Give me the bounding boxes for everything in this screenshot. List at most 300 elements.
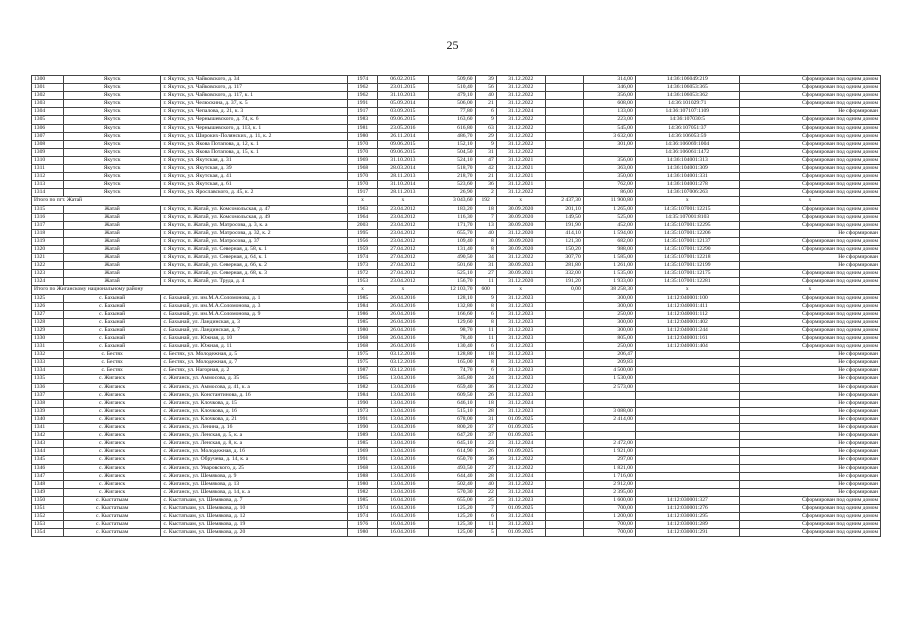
cell-deadline: 31.12.2020 [496,229,545,237]
cell-land-status: Не сформирован [739,254,880,262]
cell-residents: 21 [475,173,496,181]
cell-land-area: 209,83 [583,359,635,367]
cell-land-status: Не сформирован [739,351,880,359]
cell-residents: 8 [475,318,496,326]
cell-land-status: Сформирован под одним домом [739,326,880,334]
cell-land-status: Сформирован под одним домом [739,496,880,504]
cell-year-built: 1991 [348,415,378,423]
cell-address: с. Жиганск, ул. Обручева, д. 14, к. а [161,456,348,464]
cell-inclusion-date: 05.09.2014 [377,100,428,108]
cell-cadastral-number: 14:36:106053:59 [635,132,739,140]
cell-cadastral-number [635,424,739,432]
table-row [32,351,881,359]
subtotal-cadastral-number: x [635,197,739,205]
cell-settlement: с. Бахынай [63,310,161,318]
cell-year-built: 1970 [348,148,378,156]
subtotal-area: 12 103,70 [428,286,475,294]
cell-cadastral-number: 14:36:107051:37 [635,124,739,132]
cell-address: г. Якутск, п. Жатай, ул. Северная, д. 64, к. 1 [161,254,348,262]
cell-cadastral-number [635,480,739,488]
cell-inclusion-date: 16.04.2016 [377,496,428,504]
cell-area-2 [545,173,583,181]
cell-settlement: с. Бахынай [63,302,161,310]
cell-land-area: 206,47 [583,351,635,359]
cell-area: 125,30 [428,521,475,529]
cell-address: г. Якутск, ул. Чайковского, д. 117, к. 1 [161,92,348,100]
cell-inclusion-date: 26.11.2014 [377,132,428,140]
cell-settlement: с. Жиганск [63,399,161,407]
table-row [32,140,881,148]
cell-residents: 7 [475,504,496,512]
cell-row-number: 1317 [32,221,64,229]
cell-land-status: Сформирован под одним домом [739,513,880,521]
cell-row-number: 1336 [32,383,64,391]
cell-row-number: 1329 [32,326,64,334]
table-row [32,108,881,116]
cell-settlement: Якутск [63,140,161,148]
cell-row-number: 1303 [32,100,64,108]
cell-inclusion-date: 23.04.2012 [377,221,428,229]
cell-area-2: 191,20 [545,278,583,286]
cell-land-area: 988,00 [583,245,635,253]
cell-area: 650,70 [428,456,475,464]
table-row [32,375,881,383]
cell-deadline: 01.09.2025 [496,529,545,537]
table-row [32,221,881,229]
table-row [32,156,881,164]
subtotal-land-status: x [739,197,880,205]
cell-area-2 [545,92,583,100]
cell-area: 493,50 [428,464,475,472]
cell-cadastral-number [635,375,739,383]
table-row [32,513,881,521]
cell-land-status: Сформирован под одним домом [739,310,880,318]
cell-land-status: Сформирован под одним домом [739,302,880,310]
cell-cadastral-number: 14:12:030001:289 [635,521,739,529]
cell-settlement: с. Жиганск [63,472,161,480]
cell-address: с. Жиганск, ул. Ленина, д. 16 [161,424,348,432]
table-row [32,383,881,391]
cell-inclusion-date: 28.11.2013 [377,189,428,197]
cell-residents: 6 [475,108,496,116]
cell-area: 614,90 [428,448,475,456]
cell-area: 800,20 [428,424,475,432]
cell-settlement: с. Бахынай [63,294,161,302]
cell-inclusion-date: 09.06.2015 [377,140,428,148]
cell-residents: 56 [475,84,496,92]
cell-row-number: 1341 [32,424,64,432]
cell-row-number: 1343 [32,440,64,448]
cell-area: 609,50 [428,391,475,399]
cell-area: 644,40 [428,472,475,480]
cell-land-status: Не сформирован [739,456,880,464]
cell-settlement: Якутск [63,92,161,100]
cell-year-built: 1969 [348,156,378,164]
cell-area-2 [545,448,583,456]
cell-area: 510,40 [428,84,475,92]
table-row [32,407,881,415]
cell-settlement: с. Бестях [63,367,161,375]
cell-year-built: 1984 [348,391,378,399]
cell-area: 659,40 [428,383,475,391]
cell-year-built: 1970 [348,173,378,181]
cell-deadline: 31.12.2023 [496,521,545,529]
table-row [32,286,881,294]
table-row [32,448,881,456]
cell-land-status: Не сформирован [739,488,880,496]
cell-row-number: 1350 [32,496,64,504]
cell-land-area: 2 414,00 [583,415,635,423]
cell-row-number: 1348 [32,480,64,488]
subtotal-residents: 192 [475,197,496,205]
cell-inclusion-date: 13.04.2016 [377,391,428,399]
cell-land-area: 250,00 [583,343,635,351]
cell-area: 166,60 [428,310,475,318]
cell-land-area: 2 395,00 [583,488,635,496]
cell-land-status: Не сформирован [739,480,880,488]
housing-registry-table [31,75,881,537]
cell-land-area: 356,00 [583,156,635,164]
cell-settlement: с. Бестях [63,359,161,367]
subtotal-deadline: x [496,286,545,294]
cell-year-built: 1972 [348,270,378,278]
cell-deadline: 31.12.2023 [496,302,545,310]
cell-year-built: 1969 [348,448,378,456]
cell-area: 345,80 [428,375,475,383]
cell-area-2 [545,456,583,464]
cell-area-2 [545,132,583,140]
cell-inclusion-date: 13.04.2016 [377,424,428,432]
cell-land-status: Не сформирован [739,415,880,423]
cell-address: г. Якутск, ул. Якутская, д. 41 [161,173,348,181]
cell-area-2 [545,367,583,375]
cell-area-2 [545,302,583,310]
cell-residents: 28 [475,407,496,415]
cell-settlement: Якутск [63,116,161,124]
cell-land-status: Сформирован под одним домом [739,335,880,343]
subtotal-area: 3 043,60 [428,197,475,205]
cell-settlement: Якутск [63,148,161,156]
cell-land-area: 363,00 [583,165,635,173]
cell-address: г. Якутск, п. Жатай, ул. Матросова, д. 3, к. а [161,221,348,229]
table-row [32,213,881,221]
cell-inclusion-date: 23.04.2012 [377,278,428,286]
cell-address: с. Жиганск, ул. Молодежная, д. 16 [161,448,348,456]
table-row [32,415,881,423]
cell-residents: 9 [475,140,496,148]
cell-inclusion-date: 31.10.2014 [377,181,428,189]
cell-deadline: 31.12.2024 [496,472,545,480]
table-row [32,116,881,124]
cell-address: г. Якутск, ул. Чайковского, д. 117 [161,84,348,92]
cell-settlement: Якутск [63,165,161,173]
cell-cadastral-number [635,383,739,391]
cell-year-built: 1986 [348,310,378,318]
cell-cadastral-number: 14:12:040001:404 [635,343,739,351]
cell-area: 525,10 [428,270,475,278]
cell-row-number: 1309 [32,148,64,156]
cell-row-number: 1316 [32,213,64,221]
cell-residents: 42 [475,165,496,173]
cell-area: 490,50 [428,254,475,262]
cell-year-built: 1974 [348,513,378,521]
cell-cadastral-number: 14:36:104001:309 [635,165,739,173]
cell-inclusion-date: 13.04.2016 [377,375,428,383]
cell-area-2 [545,464,583,472]
cell-land-area: 300,00 [583,294,635,302]
cell-inclusion-date: 13.04.2016 [377,488,428,496]
subtotal-area-2: 2 437,30 [545,197,583,205]
cell-address: с. Жиганск, ул. Шемякова, д. 9 [161,472,348,480]
cell-deadline: 31.12.2022 [496,92,545,100]
cell-deadline: 31.12.2023 [496,326,545,334]
cell-area-2 [545,100,583,108]
cell-area: 131,40 [428,245,475,253]
cell-row-number: 1347 [32,472,64,480]
cell-row-number: 1326 [32,302,64,310]
cell-address: с. Жиганск, ул. Клочкова, д. 21 [161,415,348,423]
cell-area-2: 307,70 [545,254,583,262]
cell-cadastral-number: 14:12:040001:244 [635,326,739,334]
cell-deadline: 31.12.2022 [496,254,545,262]
cell-deadline: 30.09.2020 [496,213,545,221]
table-row [32,488,881,496]
cell-cadastral-number: 14:35:107001:8103 [635,213,739,221]
cell-land-status: Сформирован под одним домом [739,148,880,156]
cell-residents: 26 [475,448,496,456]
cell-residents: 26 [475,391,496,399]
cell-settlement: Якутск [63,84,161,92]
cell-land-area: 1 585,00 [583,254,635,262]
cell-year-built: 1982 [348,488,378,496]
table-row [32,229,881,237]
cell-residents: 36 [475,456,496,464]
cell-area: 655,00 [428,496,475,504]
cell-row-number: 1346 [32,464,64,472]
cell-year-built: 1917 [348,189,378,197]
cell-land-status: Сформирован под одним домом [739,343,880,351]
cell-land-area: 3 632,00 [583,132,635,140]
cell-row-number: 1313 [32,181,64,189]
cell-land-status: Не сформирован [739,432,880,440]
cell-cadastral-number: 14:36:106053:365 [635,84,739,92]
cell-row-number: 1310 [32,156,64,164]
cell-inclusion-date: 28.03.2014 [377,165,428,173]
cell-year-built: 1970 [348,140,378,148]
cell-deadline: 31.12.2022 [496,100,545,108]
cell-inclusion-date: 03.12.2016 [377,351,428,359]
cell-year-built: 1989 [348,432,378,440]
cell-residents: 8 [475,237,496,245]
cell-inclusion-date: 23.04.2012 [377,229,428,237]
cell-residents: 9 [475,294,496,302]
cell-land-area: 608,00 [583,100,635,108]
cell-residents: 18 [475,399,496,407]
table-row [32,432,881,440]
cell-inclusion-date: 16.04.2016 [377,529,428,537]
cell-residents: 37 [475,432,496,440]
cell-settlement: Жатай [63,237,161,245]
cell-year-built: 1963 [348,205,378,213]
table-row [32,197,881,205]
table-row [32,424,881,432]
cell-cadastral-number: 14:35:107001:12206 [635,229,739,237]
cell-cadastral-number: 14:36:104001:331 [635,173,739,181]
cell-row-number: 1308 [32,140,64,148]
cell-area-2 [545,375,583,383]
cell-deadline: 01.09.2025 [496,432,545,440]
cell-settlement: Якутск [63,189,161,197]
cell-settlement: с. Жиганск [63,424,161,432]
cell-area: 116,30 [428,213,475,221]
cell-land-area: 1 821,00 [583,464,635,472]
cell-area-2 [545,383,583,391]
cell-row-number: 1320 [32,245,64,253]
cell-land-status: Не сформирован [739,262,880,270]
cell-row-number: 1349 [32,488,64,496]
cell-year-built: 1970 [348,181,378,189]
cell-area-2 [545,108,583,116]
cell-deadline: 31.12.2022 [496,116,545,124]
cell-inclusion-date: 13.04.2016 [377,448,428,456]
cell-land-area [583,391,635,399]
cell-inclusion-date: 26.04.2016 [377,335,428,343]
cell-land-area: 300,00 [583,302,635,310]
cell-area-2 [545,480,583,488]
table-row [32,189,881,197]
cell-address: г. Якутск, п. Жатай, ул. Северная, д. 58, к. 1 [161,245,348,253]
cell-address: г. Якутск, п. Жатай, ул. Комсомольская, д. 47 [161,205,348,213]
cell-year-built: 1953 [348,278,378,286]
cell-cadastral-number [635,440,739,448]
cell-land-status: Не сформирован [739,375,880,383]
cell-area-2 [545,513,583,521]
cell-address: г. Якутск, п. Жатай, ул. Северная, д. 66, к. 2 [161,262,348,270]
cell-land-area: 762,00 [583,181,635,189]
cell-address: с. Бахынай, ул. Южная, д. 10 [161,335,348,343]
cell-residents: 6 [475,310,496,318]
cell-area-2 [545,84,583,92]
cell-residents: 28 [475,472,496,480]
cell-area-2 [545,399,583,407]
cell-residents: 40 [475,92,496,100]
cell-area: 647,20 [428,432,475,440]
cell-land-status: Сформирован под одним домом [739,221,880,229]
cell-cadastral-number: 14:12:030001:295 [635,513,739,521]
table-row [32,237,881,245]
cell-year-built: 1983 [348,116,378,124]
cell-year-built: 1962 [348,92,378,100]
cell-area: 125,00 [428,529,475,537]
cell-year-built: 1962 [348,84,378,92]
cell-row-number: 1351 [32,504,64,512]
cell-address: с. Бестях, ул. Молодежная, д. 7 [161,359,348,367]
cell-row-number: 1330 [32,335,64,343]
table-row [32,181,881,189]
cell-inclusion-date: 03.09.2015 [377,108,428,116]
cell-deadline: 31.12.2023 [496,310,545,318]
cell-area-2 [545,359,583,367]
cell-row-number: 1302 [32,92,64,100]
cell-year-built: 2003 [348,221,378,229]
table-row [32,165,881,173]
cell-land-area: 350,00 [583,173,635,181]
cell-settlement: Жатай [63,205,161,213]
table-row [32,294,881,302]
cell-cadastral-number: 14:36:101029:71 [635,100,739,108]
cell-deadline: 31.12.2021 [496,181,545,189]
cell-address: г. Якутск, ул. Ярославского, д. 45, к. 2 [161,189,348,197]
cell-area-2: 149,50 [545,213,583,221]
cell-land-status: Сформирован под одним домом [739,529,880,537]
cell-address: г. Якутск, ул. Чайковского, д. 34 [161,76,348,84]
subtotal-label: Итого по пгт. Жатай [32,197,348,205]
subtotal-cadastral-number: x [635,286,739,294]
cell-row-number: 1353 [32,521,64,529]
cell-deadline: 31.12.2022 [496,124,545,132]
cell-row-number: 1301 [32,84,64,92]
cell-land-status: Сформирован под одним домом [739,278,880,286]
cell-area: 98,70 [428,326,475,334]
cell-area-2 [545,165,583,173]
cell-address: с. Жиганск, ул. Уваровского, д. 25 [161,464,348,472]
subtotal-year-built: x [348,286,378,294]
cell-land-area: 682,00 [583,237,635,245]
cell-area: 128,10 [428,294,475,302]
cell-area: 645,10 [428,440,475,448]
cell-land-area: 452,00 [583,221,635,229]
cell-area-2 [545,318,583,326]
cell-settlement: с. Жиганск [63,480,161,488]
cell-row-number: 1318 [32,229,64,237]
cell-cadastral-number: 14:35:107001:12218 [635,254,739,262]
subtotal-residents: 600 [475,286,496,294]
cell-deadline: 31.12.2023 [496,359,545,367]
cell-residents: 31 [475,415,496,423]
cell-row-number: 1335 [32,375,64,383]
cell-row-number: 1305 [32,116,64,124]
cell-residents: 18 [475,351,496,359]
cell-cadastral-number [635,456,739,464]
cell-address: с. Бахынай, ул. им.М.А.Соломонова, д. 9 [161,310,348,318]
subtotal-land-area: 11 900,80 [583,197,635,205]
cell-residents: 31 [475,262,496,270]
cell-settlement: с. Бестях [63,351,161,359]
cell-area: 523,60 [428,181,475,189]
cell-settlement: с. Жиганск [63,383,161,391]
cell-area: 509,60 [428,76,475,84]
cell-settlement: Якутск [63,173,161,181]
cell-area-2 [545,504,583,512]
cell-residents: 9 [475,116,496,124]
cell-cadastral-number: 14:35:107001:12199 [635,262,739,270]
cell-residents: 21 [475,100,496,108]
cell-land-area: 346,00 [583,84,635,92]
cell-residents: 8 [475,359,496,367]
cell-row-number: 1315 [32,205,64,213]
cell-residents: 36 [475,383,496,391]
cell-land-status: Сформирован под одним домом [739,189,880,197]
cell-address: с. Кыстатыам, ул. Шемякова, д. 10 [161,504,348,512]
cell-settlement: с. Жиганск [63,407,161,415]
cell-year-built: 1976 [348,521,378,529]
cell-land-area: 545,00 [583,124,635,132]
cell-row-number: 1319 [32,237,64,245]
cell-deadline: 31.12.2023 [496,351,545,359]
cell-residents: 11 [475,521,496,529]
cell-year-built: 1964 [348,213,378,221]
cell-inclusion-date: 23.04.2012 [377,237,428,245]
